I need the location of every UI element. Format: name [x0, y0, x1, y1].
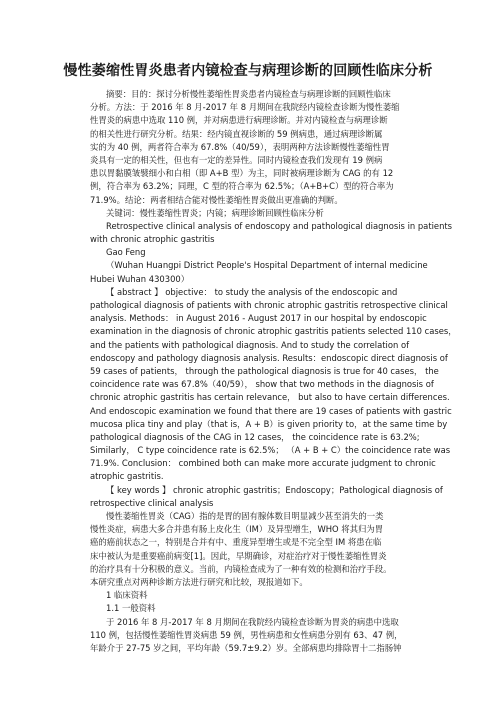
text-line: Similarly， C type coincidence rate is 62.5%； （A + B + C）the coincidence rate was: [90, 445, 451, 456]
abstract-cn: [90, 88, 422, 207]
author-name: Gao Feng: [106, 247, 146, 258]
affiliation-line: Hubei Wuhan 430300）: [90, 273, 190, 284]
text-line: And endoscopic examination we found that there are 19 cases of patients with gastric: [90, 405, 452, 416]
text-line: 的治疗具有十分积极的意义。当前，内镜检查成为了一种有效的检测和治疗手段。: [90, 563, 392, 574]
text-line: 性胃炎的病患中选取 110 例，并对病患进行病理诊断。并对内镜检查与病理诊断: [90, 115, 388, 126]
text-line: 实的为 40 例，两者符合率为 67.8%（40/59），表明两种方法诊断慢性萎缩性胃: [90, 141, 390, 152]
text-line: 慢性萎缩性胃炎（CAG）指的是胃的固有腺体数目明显减少甚至消失的一类: [106, 511, 384, 521]
text-line: 年龄介于 27-75 岁之间，平均年龄（59.7±9.2）岁。全部病患均排除胃十二指肠钟: [90, 642, 402, 653]
text-line: 分析。方法：于 2016 年 8 月-2017 年 8 月期间在我院经内镜检查诊断为慢性萎缩: [90, 102, 400, 113]
text-line: 71.9%. Conclusion： combined both can make more accurate judgment to chronic: [90, 458, 436, 469]
english-title-line: Retrospective clinical analysis of endoscopy and pathological diagnosis in patients: [106, 220, 453, 231]
text-line: 例，符合率为 63.2%；同理，C 型的符合率为 62.5%；（A+B+C）型的符合率为: [90, 181, 394, 192]
text-line: pathological diagnosis of the CAG in 12 cases， the coincidence rate is 63.2%;: [90, 431, 420, 442]
text-line: pathological diagnosis of patients with chronic atrophic gastritis retrospective clinical: [90, 300, 448, 310]
keywords-en: 【 key words 】 chronic atrophic gastritis；Endoscopy；Pathological diagnosis of: [106, 484, 443, 495]
text-line: analysis. Methods： in August 2016 - August 2017 in our hospital by endoscopic: [90, 313, 427, 324]
paper-body: [90, 88, 457, 655]
text-line: 于 2016 年 8 月-2017 年 8 月期间在我院经内镜检查诊断为胃炎的病患中选取: [106, 616, 399, 627]
text-line: 59 cases of patients， through the pathological diagnosis is true for 40 cases， the: [90, 365, 439, 376]
english-title-line: with chronic atrophic gastritis: [90, 234, 215, 245]
text-line: 摘要：目的：探讨分析慢性萎缩性胃炎患者内镜检查与病理诊断的回顾性临床: [106, 89, 391, 99]
general-paragraph: [90, 616, 422, 656]
text-line: examination in the diagnosis of chronic atrophic gastritis patients selected 110 cases，: [90, 326, 457, 337]
text-line: 患以胃黏膜皱襞细小和白相（即 A+B 型）为主，同时被病理诊断为 CAG 的有 12: [90, 168, 394, 179]
text-line: 【 abstract 】 objective： to study the analysis of the endoscopic and: [106, 286, 398, 297]
subsection-heading: 1.1 一般资料: [106, 603, 156, 614]
affiliation-line: （Wuhan Huangpi District People's Hospital Department of internal medicine: [106, 260, 428, 271]
text-line: 慢性炎症，病患大多合并患有肠上皮化生（IM）及异型增生，WHO 将其归为胃: [90, 524, 384, 535]
text-line: 本研究重点对两种诊断方法进行研究和比较，现报道如下。: [90, 576, 308, 587]
text-line: atrophic gastritis.: [90, 471, 164, 482]
keywords-en: retrospective clinical analysis: [90, 497, 214, 508]
section-heading: 1 临床资料: [106, 590, 148, 601]
text-line: 110 例，包括慢性萎缩性胃炎病患 59 例，男性病患和女性病患分别有 63、47 例，: [90, 629, 403, 640]
paper-title: 慢性萎缩性胃炎患者内镜检查与病理诊断的回顾性临床分析: [63, 63, 433, 79]
text-run: 。因此，早期确诊，对症治疗对于慢性萎缩性胃炎: [202, 550, 387, 561]
text-line: 炎具有一定的相关性，但也有一定的差异性。同时内镜检查我们发现有 19 例病: [90, 154, 383, 165]
text-line: chronic atrophic gastritis has certain relevance， but also to have certain differences.: [90, 392, 450, 403]
text-run: 床中被认为是重要癌前病变: [90, 550, 191, 561]
intro-paragraph: [90, 510, 422, 589]
text-line: mucosa plica tiny and play（that is，A + B）is given priority to，at the same time by: [90, 418, 448, 429]
abstract-en: [90, 286, 457, 484]
text-line: [90, 550, 422, 563]
text-line: 的相关性进行研究分析。结果：经内镜直视诊断的 59 例病患，通过病理诊断属: [90, 128, 383, 139]
text-line: 癌的癌前状态之一，特别是合并有中、重度异型增生或是不完全型 IM 将患在临: [90, 537, 382, 548]
text-line: coincidence rate was 67.8%（40/59）， show that two methods in the diagnosis of: [90, 379, 434, 390]
text-line: endoscopy and pathology diagnosis analysis. Results：endoscopic direct diagnosis of: [90, 352, 448, 363]
text-line: and the patients with pathological diagnosis. And to study the correlation of: [90, 339, 410, 350]
citation-ref: [1]: [190, 550, 203, 561]
text-line: 71.9%。结论：两者相结合能对慢性萎缩性胃炎做出更准确的判断。: [90, 194, 343, 205]
keywords-cn: 关键词：慢性萎缩性胃炎；内镜；病理诊断回顾性临床分析: [106, 207, 324, 218]
